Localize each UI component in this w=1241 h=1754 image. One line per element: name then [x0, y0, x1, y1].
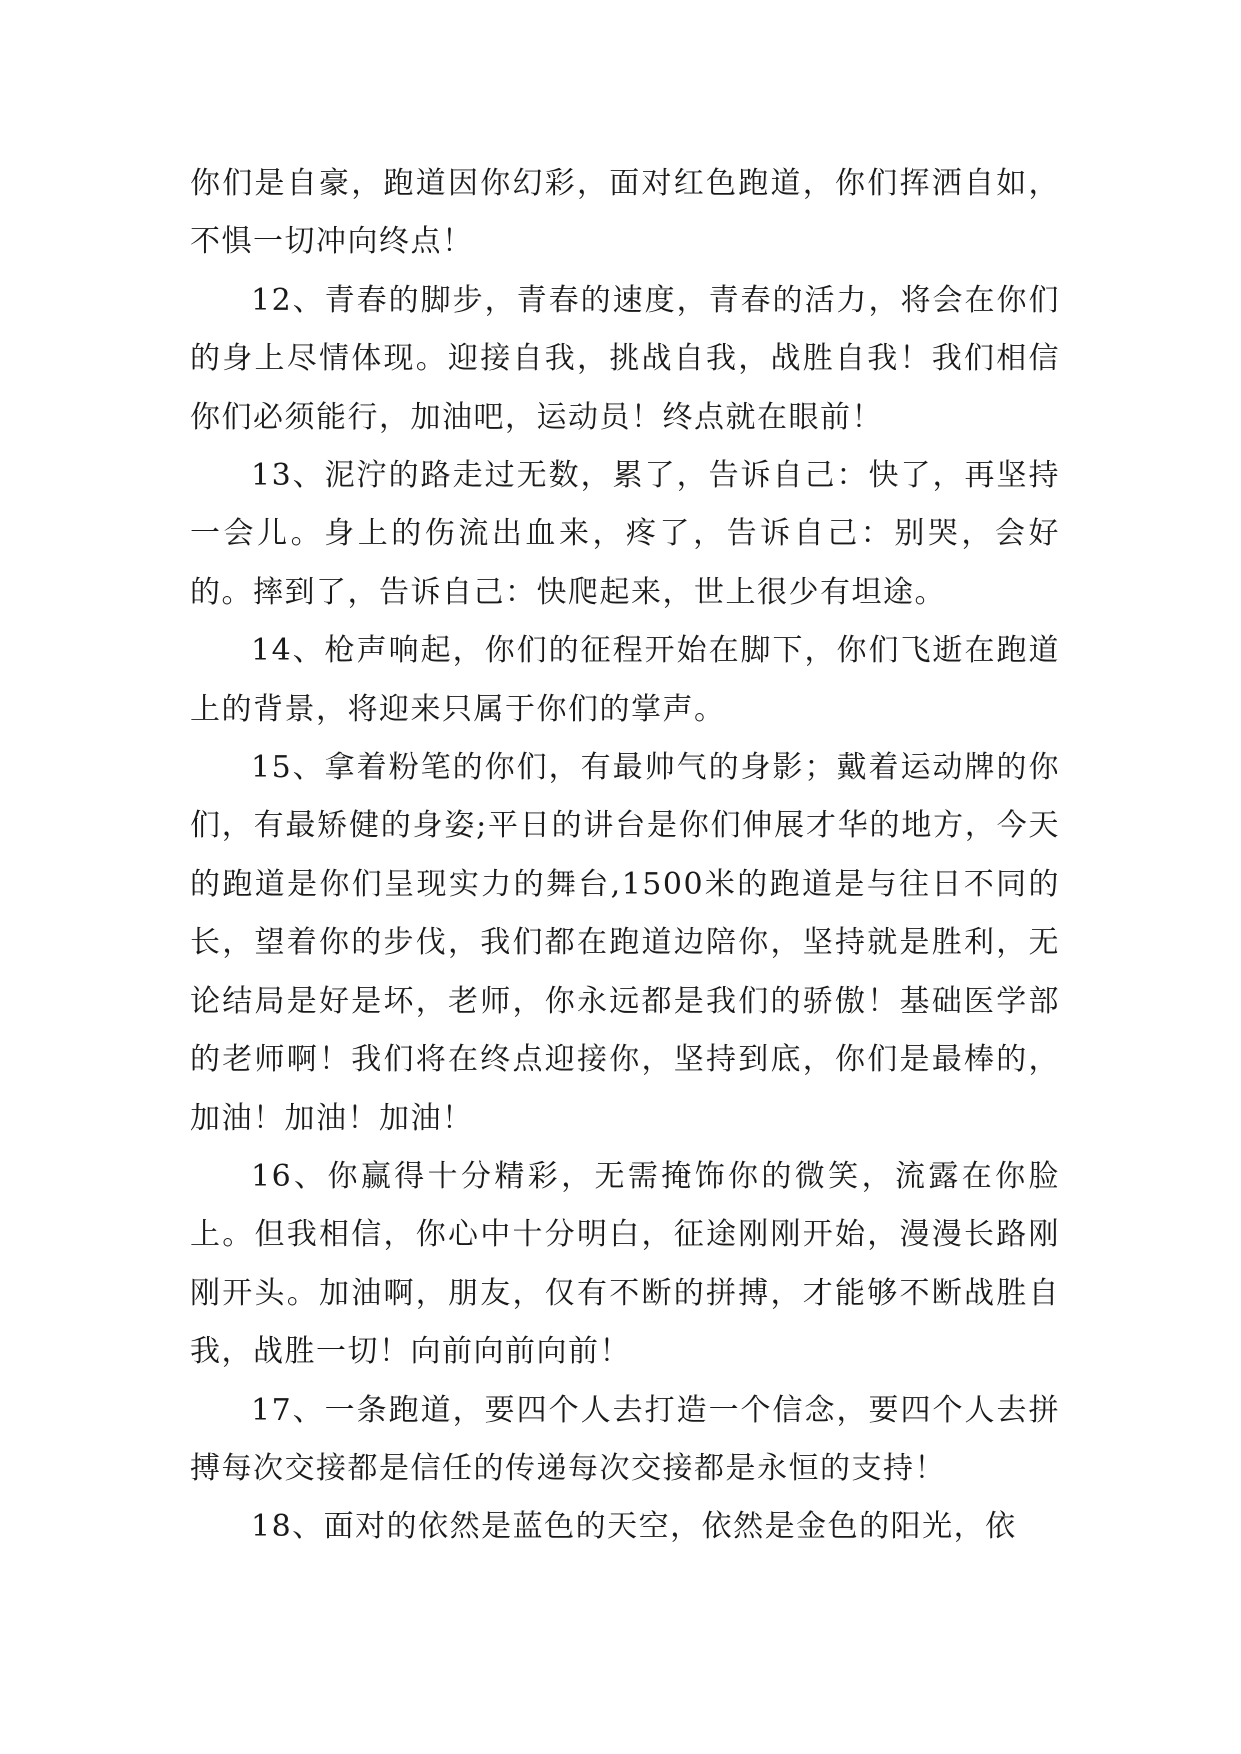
paragraph-14: 14、枪声响起，你们的征程开始在脚下，你们飞逝在跑道上的背景，将迎来只属于你们的掌声。 [190, 633, 1060, 727]
paragraph-15: 15、拿着粉笔的你们，有最帅气的身影；戴着运动牌的你们，有最矫健的身姿;平日的讲台是你们伸展才华的地方，今天的跑道是你们呈现实力的舞台,1500米的跑道是与往日不同的长，望着你的步伐，我们都在跑道边陪你，坚持就是胜利，无论结局是好是坏，老师，你永远都是我们的骄傲！基础医学部的老师啊！我们将在终点迎接你，坚持到底，你们是最棒的，加油！加油！加油！ [190, 750, 1060, 1136]
paragraph-13: 13、泥泞的路走过无数，累了，告诉自己：快了，再坚持一会儿。身上的伤流出血来，疼了，告诉自己：别哭，会好的。摔到了，告诉自己：快爬起来，世上很少有坦途。 [190, 458, 1060, 610]
paragraph-continuation: 你们是自豪，跑道因你幻彩，面对红色跑道，你们挥洒自如，不惧一切冲向终点！ [190, 166, 1060, 260]
paragraph-12: 12、青春的脚步，青春的速度，青春的活力，将会在你们的身上尽情体现。迎接自我，挑战自我，战胜自我！我们相信你们必须能行，加油吧，运动员！终点就在眼前！ [190, 282, 1060, 435]
document-body [190, 155, 1060, 1557]
paragraph-18: 18、面对的依然是蓝色的天空，依然是金色的阳光，依 [251, 1509, 1017, 1545]
paragraph-16: 16、你赢得十分精彩，无需掩饰你的微笑，流露在你脸上。但我相信，你心中十分明白，征途刚刚开始，漫漫长路刚刚开头。加油啊，朋友，仅有不断的拼搏，才能够不断战胜自我，战胜一切！向前向前向前！ [190, 1158, 1060, 1370]
paragraph-17: 17、一条跑道，要四个人去打造一个信念，要四个人去拼搏每次交接都是信任的传递每次交接都是永恒的支持！ [190, 1392, 1060, 1486]
